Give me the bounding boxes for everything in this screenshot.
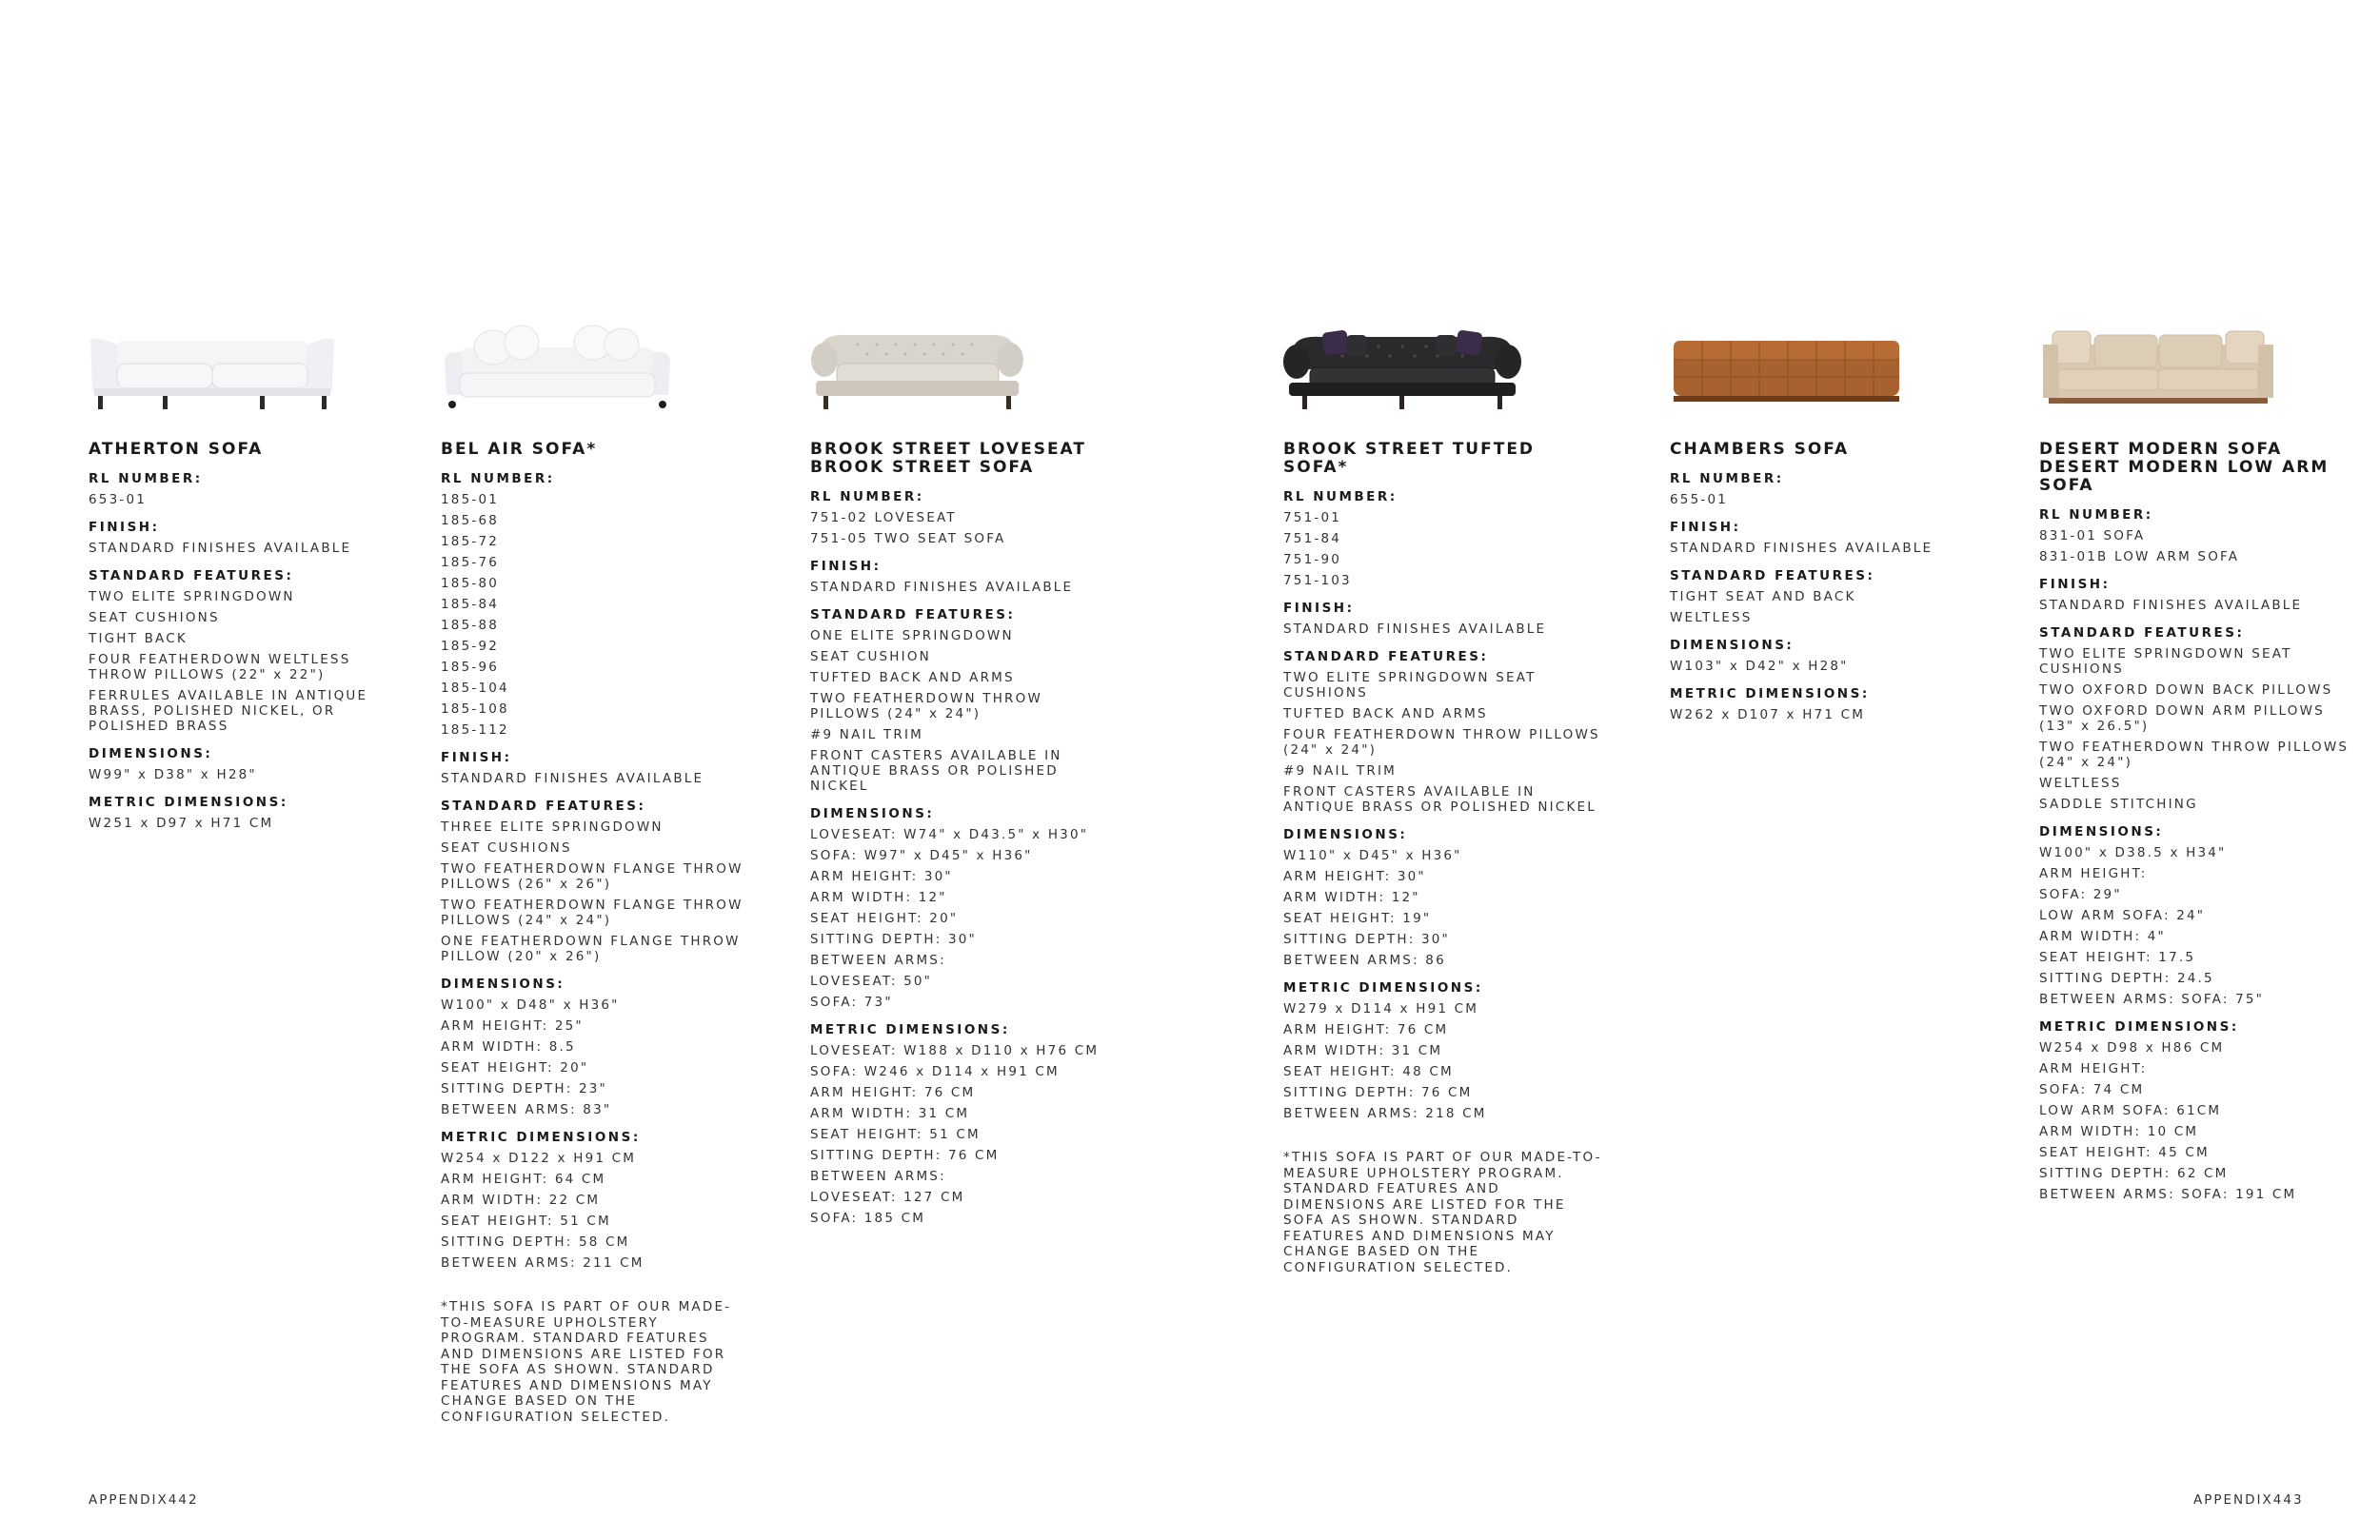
- spec-section: [2039, 824, 2363, 1007]
- spec-label: FINISH:: [1283, 601, 1355, 616]
- spec-item: SOFA: W246 x D114 x H91 CM: [810, 1064, 1060, 1079]
- product-chambers: [1670, 324, 1974, 728]
- spec-item: 655-01: [1670, 492, 1729, 507]
- spec-section: [441, 799, 745, 964]
- spec-item: SEAT HEIGHT: 48 CM: [1283, 1064, 1454, 1079]
- spec-item: 185-76: [441, 555, 500, 570]
- spec-item: W279 x D114 x H91 CM: [1283, 1001, 1479, 1017]
- spec-item: ARM HEIGHT: 30": [1283, 869, 1426, 884]
- spec-label: FINISH:: [441, 750, 512, 765]
- product-title-block: [2039, 441, 2363, 495]
- spec-section: [89, 795, 384, 831]
- spec-item: SITTING DEPTH: 76 CM: [810, 1148, 1000, 1163]
- spec-item: SEAT HEIGHT: 45 CM: [2039, 1145, 2210, 1160]
- spec-item: LOVESEAT: 50": [810, 974, 933, 989]
- spec-item: SEAT CUSHION: [810, 649, 931, 664]
- spec-item: W251 x D97 x H71 CM: [89, 816, 274, 831]
- spec-label: RL NUMBER:: [2039, 507, 2153, 523]
- atherton-sofa-image: [89, 324, 336, 414]
- spec-item: SITTING DEPTH: 76 CM: [1283, 1085, 1473, 1100]
- spec-item: ARM HEIGHT: 76 CM: [1283, 1022, 1449, 1037]
- spec-label: METRIC DIMENSIONS:: [441, 1130, 641, 1145]
- product-title: BEL AIR SOFA*: [441, 440, 598, 459]
- made-to-measure-note: *THIS SOFA IS PART OF OUR MADE-TO-MEASURE UPHOLSTERY PROGRAM. STANDARD FEATURES AND DIMENSIONS ARE LISTED FOR THE SOFA AS SHOWN. STANDARD FEATURES AND DIMENSIONS MAY CHANGE BASED ON THE CONFIGURATION SELECTED.: [1283, 1150, 1602, 1275]
- spec-item: SEAT HEIGHT: 20": [810, 911, 959, 926]
- spec-item: BETWEEN ARMS: SOFA: 75": [2039, 992, 2265, 1007]
- spec-section: [1670, 471, 1974, 507]
- spec-label: RL NUMBER:: [89, 471, 203, 486]
- spec-item: STANDARD FINISHES AVAILABLE: [2039, 598, 2303, 613]
- footer-page-left: APPENDIX442: [89, 1492, 199, 1508]
- spec-item: ARM HEIGHT:: [2039, 866, 2148, 881]
- spec-item: TWO ELITE SPRINGDOWN SEAT CUSHIONS: [2039, 646, 2292, 677]
- spec-item: W100" x D38.5 x H34": [2039, 845, 2227, 860]
- product-atherton: [89, 324, 384, 837]
- product-title-block: [1283, 441, 1607, 477]
- spec-item: 751-05 TWO SEAT SOFA: [810, 531, 1006, 546]
- spec-item: ARM WIDTH: 31 CM: [810, 1106, 970, 1121]
- spec-label: METRIC DIMENSIONS:: [1670, 686, 1870, 701]
- spec-item: ONE FEATHERDOWN FLANGE THROW PILLOW (20" x 26"): [441, 934, 741, 964]
- spec-item: SOFA: 29": [2039, 887, 2122, 902]
- spec-section: [89, 520, 384, 556]
- spec-section: [89, 471, 384, 507]
- spec-label: FINISH:: [2039, 577, 2111, 592]
- spec-section: [810, 806, 1115, 1010]
- spec-item: BETWEEN ARMS: SOFA: 191 CM: [2039, 1187, 2297, 1202]
- spec-item: ARM HEIGHT: 30": [810, 869, 953, 884]
- spec-label: STANDARD FEATURES:: [89, 568, 294, 583]
- spec-label: DIMENSIONS:: [1670, 638, 1795, 653]
- spec-item: ARM WIDTH: 22 CM: [441, 1193, 601, 1208]
- spec-item: TWO FEATHERDOWN THROW PILLOWS (24" x 24"): [810, 691, 1043, 721]
- spec-item: 185-104: [441, 681, 509, 696]
- spec-item: TWO OXFORD DOWN BACK PILLOWS: [2039, 682, 2333, 698]
- spec-item: SEAT HEIGHT: 19": [1283, 911, 1432, 926]
- spec-label: FINISH:: [810, 559, 882, 574]
- footer-page-right: APPENDIX443: [2193, 1492, 2304, 1508]
- bel-air-sofa-image: [441, 324, 674, 414]
- spec-section: [1670, 686, 1974, 722]
- spec-item: LOVESEAT: W188 x D110 x H76 CM: [810, 1043, 1100, 1058]
- spec-item: 185-84: [441, 597, 500, 612]
- product-title-block: [441, 441, 745, 459]
- spec-section: [1670, 568, 1974, 625]
- spec-item: BETWEEN ARMS:: [810, 1169, 946, 1184]
- spec-item: STANDARD FINISHES AVAILABLE: [441, 771, 704, 786]
- spec-item: TWO FEATHERDOWN THROW PILLOWS (24" x 24"): [2039, 740, 2350, 770]
- made-to-measure-note: *THIS SOFA IS PART OF OUR MADE-TO-MEASURE UPHOLSTERY PROGRAM. STANDARD FEATURES AND DIMENSIONS ARE LISTED FOR THE SOFA AS SHOWN. STANDARD FEATURES AND DIMENSIONS MAY CHANGE BASED ON THE CONFIGURATION SELECTED.: [441, 1299, 732, 1425]
- spec-item: SITTING DEPTH: 30": [810, 932, 977, 947]
- brook-street-tufted-sofa-image: [1283, 324, 1521, 414]
- product-desert-modern: [2039, 324, 2363, 1208]
- spec-label: RL NUMBER:: [441, 471, 555, 486]
- spec-item: BETWEEN ARMS: 86: [1283, 953, 1446, 968]
- spec-item: 185-92: [441, 639, 500, 654]
- spec-section: [810, 1022, 1115, 1226]
- spec-section: [810, 559, 1115, 595]
- spec-item: 751-01: [1283, 510, 1342, 525]
- spec-item: BETWEEN ARMS: 218 CM: [1283, 1106, 1487, 1121]
- spec-item: ARM HEIGHT: 25": [441, 1018, 584, 1034]
- spec-label: DIMENSIONS:: [1283, 827, 1408, 842]
- spec-item: SADDLE STITCHING: [2039, 797, 2198, 812]
- spec-item: SEAT HEIGHT: 20": [441, 1060, 589, 1076]
- spec-item: 185-80: [441, 576, 500, 591]
- spec-item: TWO FEATHERDOWN FLANGE THROW PILLOWS (26" x 26"): [441, 861, 744, 892]
- spec-item: SOFA: 74 CM: [2039, 1082, 2145, 1097]
- spec-section: [2039, 577, 2363, 613]
- spec-item: LOW ARM SOFA: 24": [2039, 908, 2206, 923]
- spec-item: BETWEEN ARMS: 83": [441, 1102, 612, 1117]
- spec-item: FRONT CASTERS AVAILABLE IN ANTIQUE BRASS OR POLISHED NICKEL: [1283, 784, 1597, 815]
- spec-item: 185-01: [441, 492, 500, 507]
- spec-section: [1670, 520, 1974, 556]
- spec-label: METRIC DIMENSIONS:: [2039, 1019, 2239, 1035]
- spec-item: 751-103: [1283, 573, 1352, 588]
- spec-item: 751-02 LOVESEAT: [810, 510, 957, 525]
- spec-item: FRONT CASTERS AVAILABLE IN ANTIQUE BRASS OR POLISHED NICKEL: [810, 748, 1062, 794]
- spec-label: STANDARD FEATURES:: [441, 799, 646, 814]
- spec-item: 185-112: [441, 722, 509, 738]
- spec-item: ARM HEIGHT:: [2039, 1061, 2148, 1076]
- product-title: BROOK STREET LOVESEAT: [810, 440, 1086, 459]
- spec-label: DIMENSIONS:: [810, 806, 935, 821]
- spec-item: W99" x D38" x H28": [89, 767, 257, 782]
- spec-item: STANDARD FINISHES AVAILABLE: [89, 541, 352, 556]
- spec-item: SITTING DEPTH: 23": [441, 1081, 607, 1096]
- spec-label: STANDARD FEATURES:: [1283, 649, 1489, 664]
- spec-item: TWO ELITE SPRINGDOWN: [89, 589, 295, 604]
- spec-section: [1283, 601, 1607, 637]
- spec-section: [441, 750, 745, 786]
- spec-section: [810, 607, 1115, 794]
- spec-item: STANDARD FINISHES AVAILABLE: [810, 580, 1074, 595]
- spec-item: 751-84: [1283, 531, 1342, 546]
- spec-label: METRIC DIMENSIONS:: [1283, 980, 1483, 996]
- spec-item: FOUR FEATHERDOWN THROW PILLOWS (24" x 24"): [1283, 727, 1600, 758]
- spec-item: SITTING DEPTH: 58 CM: [441, 1234, 630, 1250]
- brook-street-loveseat-image: [810, 324, 1024, 414]
- spec-item: ARM WIDTH: 8.5: [441, 1039, 576, 1055]
- spec-item: W254 x D98 x H86 CM: [2039, 1040, 2225, 1056]
- product-title-block: [1670, 441, 1974, 459]
- spec-item: ONE ELITE SPRINGDOWN: [810, 628, 1014, 643]
- spec-item: LOVESEAT: W74" x D43.5" x H30": [810, 827, 1089, 842]
- spec-item: SITTING DEPTH: 30": [1283, 932, 1450, 947]
- spec-section: [2039, 1019, 2363, 1202]
- spec-item: LOVESEAT: 127 CM: [810, 1190, 965, 1205]
- product-brook-street-tufted: [1283, 324, 1607, 1275]
- spec-label: DIMENSIONS:: [89, 746, 213, 761]
- product-title-block: [89, 441, 384, 459]
- spec-section: [2039, 625, 2363, 812]
- spec-item: TUFTED BACK AND ARMS: [810, 670, 1015, 685]
- spec-label: FINISH:: [1670, 520, 1741, 535]
- spec-label: RL NUMBER:: [1670, 471, 1784, 486]
- spec-item: 653-01: [89, 492, 148, 507]
- spec-item: BETWEEN ARMS:: [810, 953, 946, 968]
- spec-item: TWO FEATHERDOWN FLANGE THROW PILLOWS (24" x 24"): [441, 898, 744, 928]
- spec-item: SOFA: W97" x D45" x H36": [810, 848, 1033, 863]
- spec-item: SEAT HEIGHT: 17.5: [2039, 950, 2196, 965]
- spec-item: W100" x D48" x H36": [441, 997, 620, 1013]
- spec-label: RL NUMBER:: [810, 489, 924, 504]
- spec-item: 831-01 SOFA: [2039, 528, 2146, 543]
- spec-section: [441, 1130, 745, 1271]
- spec-section: [1283, 980, 1607, 1121]
- spec-item: W110" x D45" x H36": [1283, 848, 1462, 863]
- spec-item: ARM WIDTH: 31 CM: [1283, 1043, 1443, 1058]
- spec-item: LOW ARM SOFA: 61CM: [2039, 1103, 2222, 1118]
- spec-item: STANDARD FINISHES AVAILABLE: [1283, 622, 1547, 637]
- product-brook-street: [810, 324, 1115, 1232]
- spec-item: W254 x D122 x H91 CM: [441, 1151, 637, 1166]
- spec-item: TIGHT SEAT AND BACK: [1670, 589, 1856, 604]
- spec-item: TWO OXFORD DOWN ARM PILLOWS (13" x 26.5"): [2039, 703, 2325, 734]
- spec-item: 831-01B LOW ARM SOFA: [2039, 549, 2240, 564]
- spec-item: #9 NAIL TRIM: [1283, 763, 1397, 779]
- spec-label: STANDARD FEATURES:: [2039, 625, 2245, 641]
- spec-section: [441, 977, 745, 1117]
- spec-item: FERRULES AVAILABLE IN ANTIQUE BRASS, POLISHED NICKEL, OR POLISHED BRASS: [89, 688, 368, 734]
- spec-item: 751-90: [1283, 552, 1342, 567]
- spec-section: [1283, 489, 1607, 588]
- spec-item: WELTLESS: [1670, 610, 1753, 625]
- spec-label: RL NUMBER:: [1283, 489, 1398, 504]
- spec-section: [810, 489, 1115, 546]
- spec-item: SOFA: 185 CM: [810, 1211, 926, 1226]
- product-title: CHAMBERS SOFA: [1670, 440, 1850, 459]
- product-title: BROOK STREET SOFA: [810, 458, 1035, 477]
- product-title: DESERT MODERN LOW ARM SOFA: [2039, 458, 2330, 495]
- spec-label: STANDARD FEATURES:: [810, 607, 1016, 622]
- spec-item: ARM WIDTH: 4": [2039, 929, 2166, 944]
- spec-section: [1283, 649, 1607, 815]
- spec-item: #9 NAIL TRIM: [810, 727, 923, 742]
- spec-section: [89, 746, 384, 782]
- spec-item: ARM WIDTH: 12": [1283, 890, 1420, 905]
- product-title: ATHERTON SOFA: [89, 440, 264, 459]
- spec-item: ARM WIDTH: 10 CM: [2039, 1124, 2199, 1139]
- spec-label: STANDARD FEATURES:: [1670, 568, 1875, 583]
- spec-item: SEAT CUSHIONS: [89, 610, 220, 625]
- spec-label: DIMENSIONS:: [441, 977, 565, 992]
- spec-item: SEAT HEIGHT: 51 CM: [441, 1214, 611, 1229]
- product-bel-air: [441, 324, 745, 1425]
- spec-item: ARM HEIGHT: 76 CM: [810, 1085, 976, 1100]
- spec-item: 185-108: [441, 701, 509, 717]
- spec-item: ARM WIDTH: 12": [810, 890, 947, 905]
- product-title: BROOK STREET TUFTED SOFA*: [1283, 440, 1536, 477]
- spec-item: FOUR FEATHERDOWN WELTLESS THROW PILLOWS (22" x 22"): [89, 652, 351, 682]
- spec-label: METRIC DIMENSIONS:: [89, 795, 288, 810]
- spec-item: BETWEEN ARMS: 211 CM: [441, 1255, 645, 1271]
- spec-label: DIMENSIONS:: [2039, 824, 2164, 839]
- spec-item: 185-68: [441, 513, 500, 528]
- spec-item: 185-96: [441, 660, 500, 675]
- spec-item: W103" x D42" x H28": [1670, 659, 1849, 674]
- spec-item: STANDARD FINISHES AVAILABLE: [1670, 541, 1934, 556]
- spec-item: SITTING DEPTH: 24.5: [2039, 971, 2214, 986]
- spec-label: FINISH:: [89, 520, 160, 535]
- spec-item: SEAT CUSHIONS: [441, 840, 572, 856]
- spec-item: TUFTED BACK AND ARMS: [1283, 706, 1488, 721]
- spec-item: WELTLESS: [2039, 776, 2122, 791]
- spec-label: METRIC DIMENSIONS:: [810, 1022, 1010, 1037]
- spec-item: SITTING DEPTH: 62 CM: [2039, 1166, 2229, 1181]
- spec-item: 185-88: [441, 618, 500, 633]
- spec-item: W262 x D107 x H71 CM: [1670, 707, 1866, 722]
- product-title-block: [810, 441, 1115, 477]
- chambers-sofa-image: [1670, 324, 1903, 414]
- spec-item: SOFA: 73": [810, 995, 893, 1010]
- spec-item: ARM HEIGHT: 64 CM: [441, 1172, 606, 1187]
- spec-item: TIGHT BACK: [89, 631, 188, 646]
- spec-section: [441, 471, 745, 738]
- spec-item: SEAT HEIGHT: 51 CM: [810, 1127, 981, 1142]
- spec-item: TWO ELITE SPRINGDOWN SEAT CUSHIONS: [1283, 670, 1537, 701]
- spec-section: [2039, 507, 2363, 564]
- spec-item: THREE ELITE SPRINGDOWN: [441, 819, 664, 835]
- spec-section: [89, 568, 384, 734]
- spec-item: 185-72: [441, 534, 500, 549]
- desert-modern-sofa-image: [2039, 324, 2277, 414]
- product-title: DESERT MODERN SOFA: [2039, 440, 2283, 459]
- spec-section: [1670, 638, 1974, 674]
- spec-section: [1283, 827, 1607, 968]
